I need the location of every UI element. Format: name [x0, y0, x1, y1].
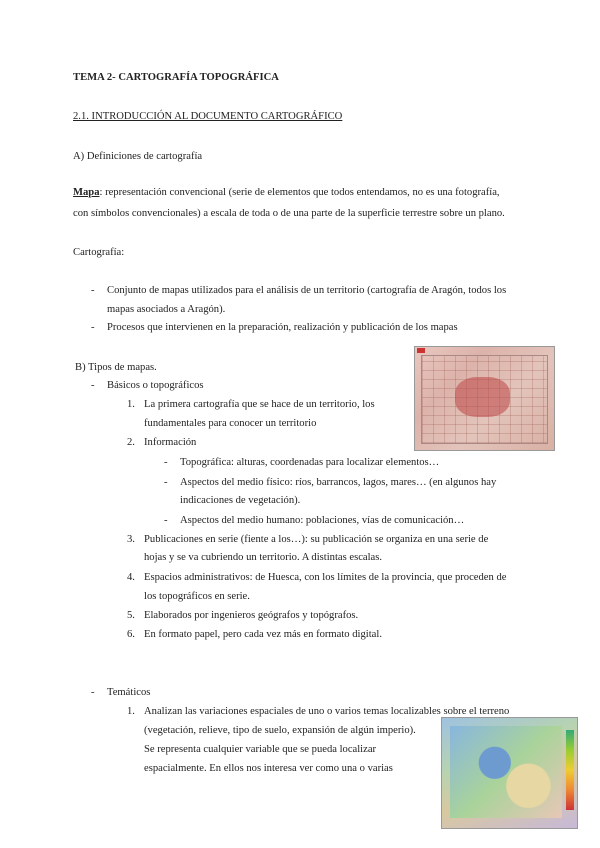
topographic-map-image [414, 346, 555, 451]
bullet-dash: - [91, 322, 95, 333]
sub-item-2-line2: indicaciones de vegetación). [180, 495, 301, 506]
item-4-line1: Espacios administrativos: de Huesca, con los límites de la provincia, que proceden de [144, 572, 507, 583]
num-2: 2. [127, 437, 135, 448]
item-4-line2: los topográficos en serie. [144, 591, 250, 602]
subheading-b: B) Tipos de mapas. [75, 362, 157, 373]
item-5: Elaborados por ingenieros geógrafos y topógrafos. [144, 610, 359, 621]
sub-dash: - [164, 477, 168, 488]
item-3-line1: Publicaciones en serie (fiente a los…): su publicación se organiza en una serie de [144, 534, 489, 545]
item-6: En formato papel, pero cada vez más en formato digital. [144, 629, 382, 640]
num-4: 4. [127, 572, 135, 583]
tem-item-line1: Analizan las variaciones espaciales de uno o varios temas localizables sobre el terreno [144, 706, 510, 717]
mapa-definition-line1 [73, 186, 500, 200]
section-heading: 2.1. INTRODUCCIÓN AL DOCUMENTO CARTOGRÁFICO [73, 111, 343, 122]
doc-title: TEMA 2- CARTOGRAFÍA TOPOGRÁFICA [73, 72, 279, 83]
item-1-line2: fundamentales para conocer un territorio [144, 418, 317, 429]
num-3: 3. [127, 534, 135, 545]
thematic-map-image [441, 717, 578, 829]
mapa-term: Mapa [73, 187, 100, 198]
bullet-2-line1: Procesos que intervienen en la preparación, realización y publicación de los mapas [107, 322, 458, 333]
bullet-dash: - [91, 380, 95, 391]
map-legend [566, 730, 574, 810]
basicos-label: Básicos o topográficos [107, 380, 204, 391]
item-3-line2: hojas y se va cubriendo un territorio. A distintas escalas. [144, 552, 383, 563]
sub-dash: - [164, 515, 168, 526]
sub-dash: - [164, 457, 168, 468]
tem-num-1: 1. [127, 706, 135, 717]
num-1: 1. [127, 399, 135, 410]
sub-item-3: Aspectos del medio humano: poblaciones, vías de comunicación… [180, 515, 465, 526]
bullet-1-line1: Conjunto de mapas utilizados para el análisis de un territorio (cartografía de Aragón, todos los [107, 285, 507, 296]
map-urban-area [455, 377, 510, 417]
tem-item-line3: Se representa cualquier variable que se pueda localizar [144, 744, 377, 755]
cartografia-label: Cartografía: [73, 247, 125, 258]
tem-item-line2: (vegetación, relieve, tipo de suelo, expansión de algún imperio). [144, 725, 416, 736]
thematic-map-area [450, 726, 562, 818]
item-2: Información [144, 437, 197, 448]
tem-item-line4: espacialmente. En ellos nos interesa ver como una o varias [144, 763, 393, 774]
subheading-a: A) Definiciones de cartografía [73, 151, 203, 162]
sub-item-2-line1: Aspectos del medio físico: ríos, barrancos, lagos, mares… (en algunos hay [180, 477, 497, 488]
mapa-text-1: : representación convencional (serie de elementos que todos entendamos, no es una fotografía, [99, 187, 500, 198]
tematicos-label: Temáticos [107, 687, 151, 698]
bullet-dash: - [91, 687, 95, 698]
mapa-definition-line2: con símbolos convencionales) a escala de toda o de una parte de la superficie terrestre sobre un plano. [73, 208, 505, 219]
sub-item-1: Topográfica: alturas, coordenadas para localizar elementos… [180, 457, 440, 468]
item-1-line1: La primera cartografía que se hace de un territorio, los [144, 399, 375, 410]
map-logo [417, 348, 425, 353]
num-6: 6. [127, 629, 135, 640]
bullet-dash: - [91, 285, 95, 296]
bullet-1-line2: mapas asociados a Aragón). [107, 304, 226, 315]
num-5: 5. [127, 610, 135, 621]
